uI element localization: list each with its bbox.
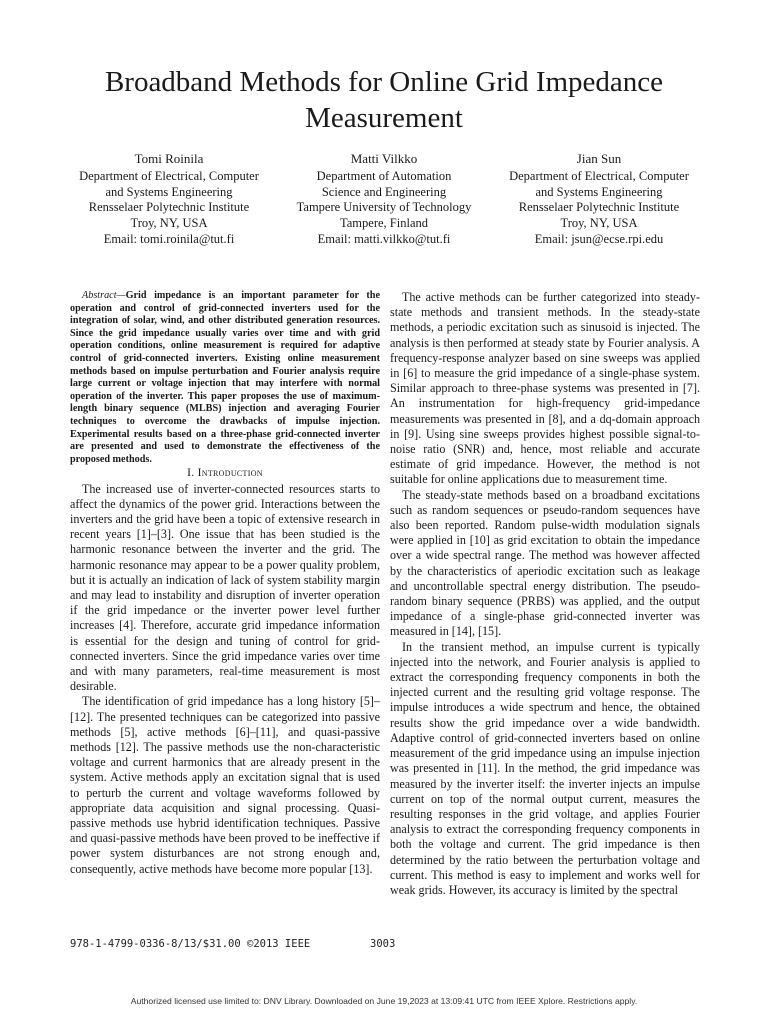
affiliation-line: Department of Electrical, Computer — [79, 168, 259, 183]
paper-title: Broadband Methods for Online Grid Impedance Measurement — [104, 66, 664, 134]
affiliation-line: Rensselaer Polytechnic Institute — [518, 200, 680, 215]
abstract — [70, 290, 380, 466]
affiliation-line: and Systems Engineering — [535, 184, 663, 199]
author-name: Jian Sun — [576, 151, 622, 166]
affiliation-line: Tampere University of Technology — [296, 200, 472, 215]
body-paragraph: The steady-state methods based on a broadband excitations such as random sequences or pseudo-random sequences have also been reported. Random pulse-width modulation signals were applied in [10] as grid excitation to obtain the impedance over a wide spectral range. The method was however affected by the characteristics of aperiodic excitation such as leakage and uncontrollable spectral energy distribution. The pseudo-random binary sequence (PRBS) was applied, and the output impedance of a single-phase grid-connected inverter was measured in [14], [15]. — [390, 487, 700, 639]
section-heading — [70, 466, 380, 481]
author-email: Email: tomi.roinila@tut.fi — [103, 231, 235, 246]
license-notice: Authorized licensed use limited to: DNV Library. Downloaded on June 19,2023 at 13:09:41 UTC from IEEE Xplore. Restrictions apply. — [130, 996, 638, 1006]
body-paragraph: The identification of grid impedance has a long history [5]–[12]. The presented techniques can be categorized into passive methods [5], active methods [6]–[11], and quasi-passive methods [12]. The passive methods use the non-characteristic voltage and current harmonics that are already present in the system. Active methods apply an excitation signal that is used to perturb the current and voltage waveforms followed by appropriate data acquisition and signal processing. Quasi-passive methods use hybrid identification techniques. Passive and quasi-passive methods have been proved to be ineffective if power system disturbances are not strong enough and, consequently, active methods have become more popular [13]. — [70, 694, 380, 876]
affiliation-line: Department of Electrical, Computer — [509, 168, 689, 183]
page-number: 3003 — [370, 938, 396, 950]
author-email: Email: matti.vilkko@tut.fi — [317, 231, 451, 246]
affiliation-line: Troy, NY, USA — [130, 216, 208, 231]
author-name: Matti Vilkko — [350, 151, 418, 166]
right-column — [390, 290, 700, 898]
abstract-label: Abstract— — [82, 290, 126, 301]
author-name: Tomi Roinila — [134, 151, 204, 166]
section-number: I. — [187, 467, 195, 480]
author-2 — [279, 151, 489, 248]
affiliation-line: Rensselaer Polytechnic Institute — [88, 200, 250, 215]
affiliation-line: and Systems Engineering — [105, 184, 233, 199]
abstract-text: Grid impedance is an important parameter for the operation and control of grid-connected inverters used for the integration of solar, wind, and other distributed generation resources. Since the grid impedance usually varies over time and with grid operation conditions, online measurement is required for adaptive control of grid-connected inverters. Existing online measurement methods based on impulse perturbation and Fourier analysis require large current or voltage injection that may interfere with normal operation of the inverter. This paper proposes the use of maximum-length binary sequence (MLBS) injection and averaging Fourier techniques to overcome the drawbacks of impulse injection. Experimental results based on a three-phase grid-connected inverter are presented and used to demonstrate the effectiveness of the proposed methods. — [70, 290, 380, 465]
affiliation-line: Department of Automation — [316, 168, 452, 183]
affiliation-line: Science and Engineering — [321, 184, 447, 199]
body-paragraph: The increased use of inverter-connected resources starts to affect the dynamics of the power grid. Interactions between the inverters and the grid have been a topic of extensive research in recent years [1]–[3]. One issue that has been studied is the harmonic resonance between the inverter and the grid. The harmonic resonance may appear to be a power quality problem, but it is actually an indication of lack of system stability margin and may lead to instability and disruption of inverter operation if the grid impedance or the inverter power level further increases [4]. Therefore, accurate grid impedance information is essential for the design and tuning of control for grid-connected inverters. Since the grid impedance varies over time and with many parameters, real-time measurement is most desirable. — [70, 481, 380, 694]
affiliation-line: Troy, NY, USA — [560, 216, 638, 231]
body-paragraph: In the transient method, an impulse current is typically injected into the network, and Fourier analysis is applied to extract the corresponding frequency components in both the injected current and the resulting grid voltage response. The impulse introduces a wide spectrum and hence, the obtained results show the grid impedance over a wide bandwidth. Adaptive control of grid-connected inverters based on online measurement of the grid impedance using an impulse injection was presented in [11]. In the method, the grid impedance was measured by the inverter itself: the inverter injects an impulse current on top of the normal output current, measures the resulting responses in the grid voltage, and applies Fourier analysis to extract the corresponding frequency components in both the voltage and current. The grid impedance is then determined by the ratio between the perturbation voltage and current. This method is easy to implement and works well for weak grids. However, its accuracy is limited by the spectral — [390, 639, 700, 897]
affiliation-line: Tampere, Finland — [340, 216, 428, 231]
author-email: Email: jsun@ecse.rpi.edu — [534, 231, 664, 246]
author-block — [64, 151, 704, 248]
author-1 — [64, 151, 274, 248]
footer-isbn: 978-1-4799-0336-8/13/$31.00 ©2013 IEEE — [70, 938, 311, 950]
left-column — [70, 290, 380, 877]
author-3 — [494, 151, 704, 248]
section-title: Introduction — [197, 467, 263, 480]
body-paragraph: The active methods can be further categorized into steady-state methods and transient methods. In the steady-state methods, a periodic excitation such as sinusoid is injected. The analysis is then performed at steady state by Fourier analysis. A frequency-response analyzer based on sine sweeps was applied in [6] to measure the grid impedance of a single-phase system. Similar approach to three-phase systems was presented in [7]. An instrumentation for high-frequency grid-impedance measurements was presented in [8], and a dq-domain approach in [9]. Using sine sweeps provides highest possible signal-to-noise ratio (SNR) and, hence, most reliable and accurate estimate of grid impedance. However, the method is not suitable for online applications due to measurement time. — [390, 290, 700, 487]
